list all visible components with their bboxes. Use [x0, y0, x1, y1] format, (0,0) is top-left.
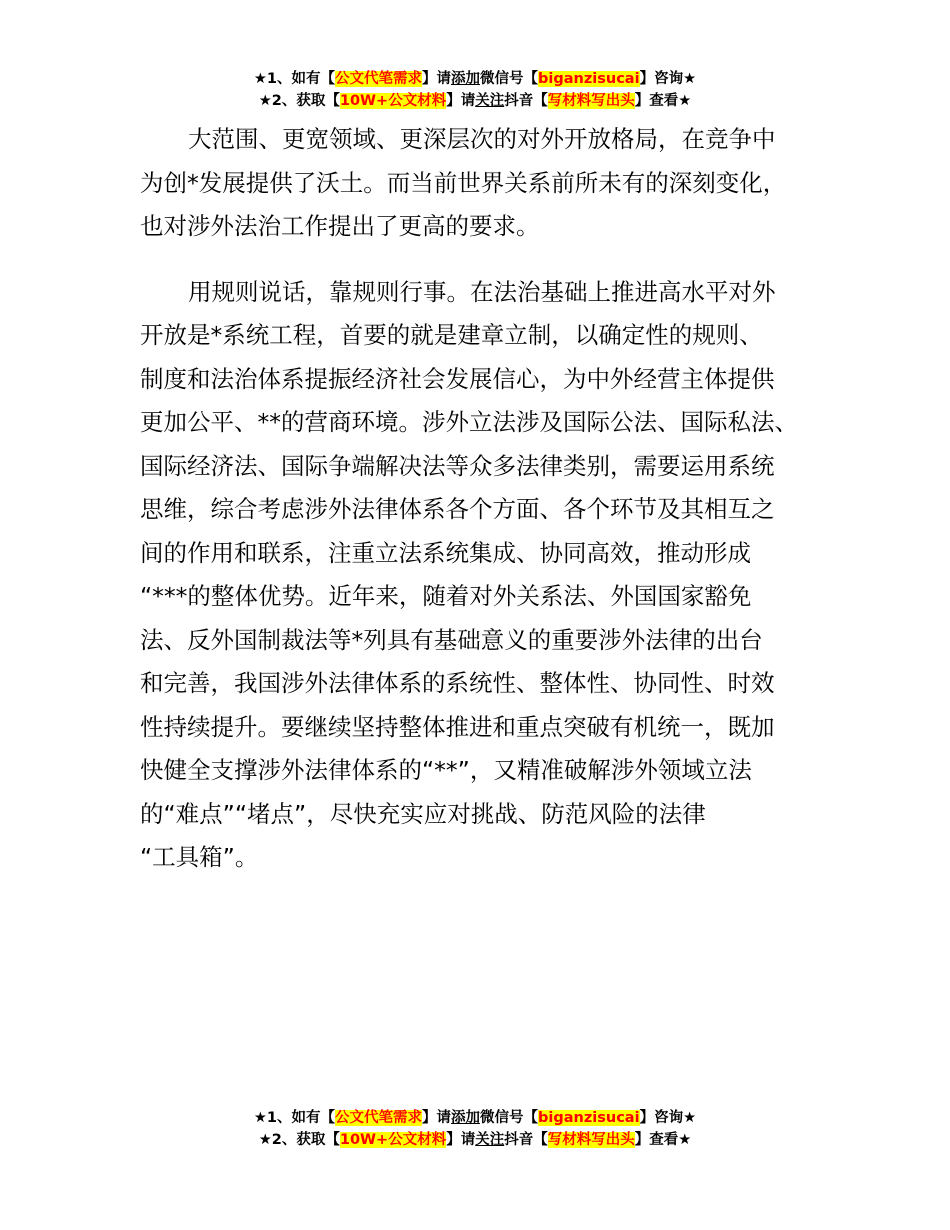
- wechat-id: biganzisucai: [538, 1110, 640, 1126]
- promo-text: ★2、获取【: [258, 93, 340, 109]
- text-line: 法、反外国制裁法等*列具有基础意义的重要涉外法律的出台: [140, 625, 763, 654]
- promo-text: 】请: [446, 1132, 476, 1148]
- promo-line-1: [0, 68, 950, 90]
- wechat-id: biganzisucai: [538, 71, 640, 87]
- document-body: [140, 118, 840, 880]
- text-line: 和完善，我国涉外法律体系的系统性、整体性、协同性、时效: [140, 669, 775, 697]
- paragraph-1: [140, 118, 840, 249]
- text-line: 快健全支撑涉外法律体系的“**”，又精准破解涉外领域立法: [140, 756, 752, 784]
- text-line: 制度和法治体系提振经济社会发展信心，为中外经营主体提供: [140, 364, 775, 393]
- promo-text: ★1、如有【: [253, 1110, 336, 1126]
- text-line: 性持续提升。要继续坚持整体推进和重点突破有机统一，既加: [140, 712, 775, 741]
- text-line: 思维，综合考虑涉外法律体系各个方面、各个环节及其相互之: [140, 495, 775, 523]
- douyin-account: 写材料写出头: [547, 93, 635, 109]
- text-line: “***的整体优势。近年来，随着对外关系法、外国国家豁免: [140, 582, 752, 610]
- promo-text: 微信号【: [480, 1110, 539, 1126]
- promo-line-2: [0, 90, 950, 112]
- promo-highlight: 公文代笔需求: [335, 1110, 423, 1126]
- text-line: 也对涉外法治工作提出了更高的要求。: [140, 212, 540, 240]
- promo-line-1: [0, 1107, 950, 1129]
- text-line: 国际经济法、国际争端解决法等众多法律类别，需要运用系统: [140, 451, 775, 480]
- promo-text: 】请: [422, 71, 452, 87]
- promo-underline: 添加: [451, 1110, 481, 1126]
- promo-text: 】咨询★: [639, 71, 697, 87]
- promo-footer: [0, 1107, 950, 1151]
- promo-highlight: 10W+公文材料: [339, 93, 447, 109]
- text-line: 开放是*系统工程，首要的就是建章立制，以确定性的规则、: [140, 321, 763, 349]
- promo-text: 】咨询★: [639, 1110, 697, 1126]
- text-line: 间的作用和联系，注重立法系统集成、协同高效，推动形成: [140, 538, 751, 567]
- promo-text: ★1、如有【: [253, 71, 336, 87]
- promo-underline: 关注: [475, 93, 505, 109]
- promo-text: 抖音【: [504, 93, 548, 109]
- text-line: 更加公平、**的营商环境。涉外立法涉及国际公法、国际私法、: [140, 408, 798, 436]
- promo-header: [0, 68, 950, 112]
- paragraph-2: [140, 271, 840, 880]
- promo-underline: 关注: [475, 1132, 505, 1148]
- promo-line-2: [0, 1129, 950, 1151]
- promo-text: 微信号【: [480, 71, 539, 87]
- promo-text: 】查看★: [634, 93, 692, 109]
- promo-text: 抖音【: [504, 1132, 548, 1148]
- promo-text: 】查看★: [634, 1132, 692, 1148]
- text-line: 的“难点”“堵点”，尽快充实应对挑战、防范风险的法律: [140, 799, 706, 828]
- text-line: 为创*发展提供了沃土。而当前世界关系前所未有的深刻变化，: [140, 168, 787, 197]
- promo-text: 】请: [422, 1110, 452, 1126]
- text-line: 大范围、更宽领域、更深层次的对外开放格局，在竞争中: [188, 125, 776, 153]
- text-line: “工具箱”。: [140, 843, 259, 871]
- promo-underline: 添加: [451, 71, 481, 87]
- promo-highlight: 10W+公文材料: [339, 1132, 447, 1148]
- text-line: 用规则说话，靠规则行事。在法治基础上推进高水平对外: [188, 277, 776, 306]
- promo-text: 】请: [446, 93, 476, 109]
- promo-text: ★2、获取【: [258, 1132, 340, 1148]
- douyin-account: 写材料写出头: [547, 1132, 635, 1148]
- promo-highlight: 公文代笔需求: [335, 71, 423, 87]
